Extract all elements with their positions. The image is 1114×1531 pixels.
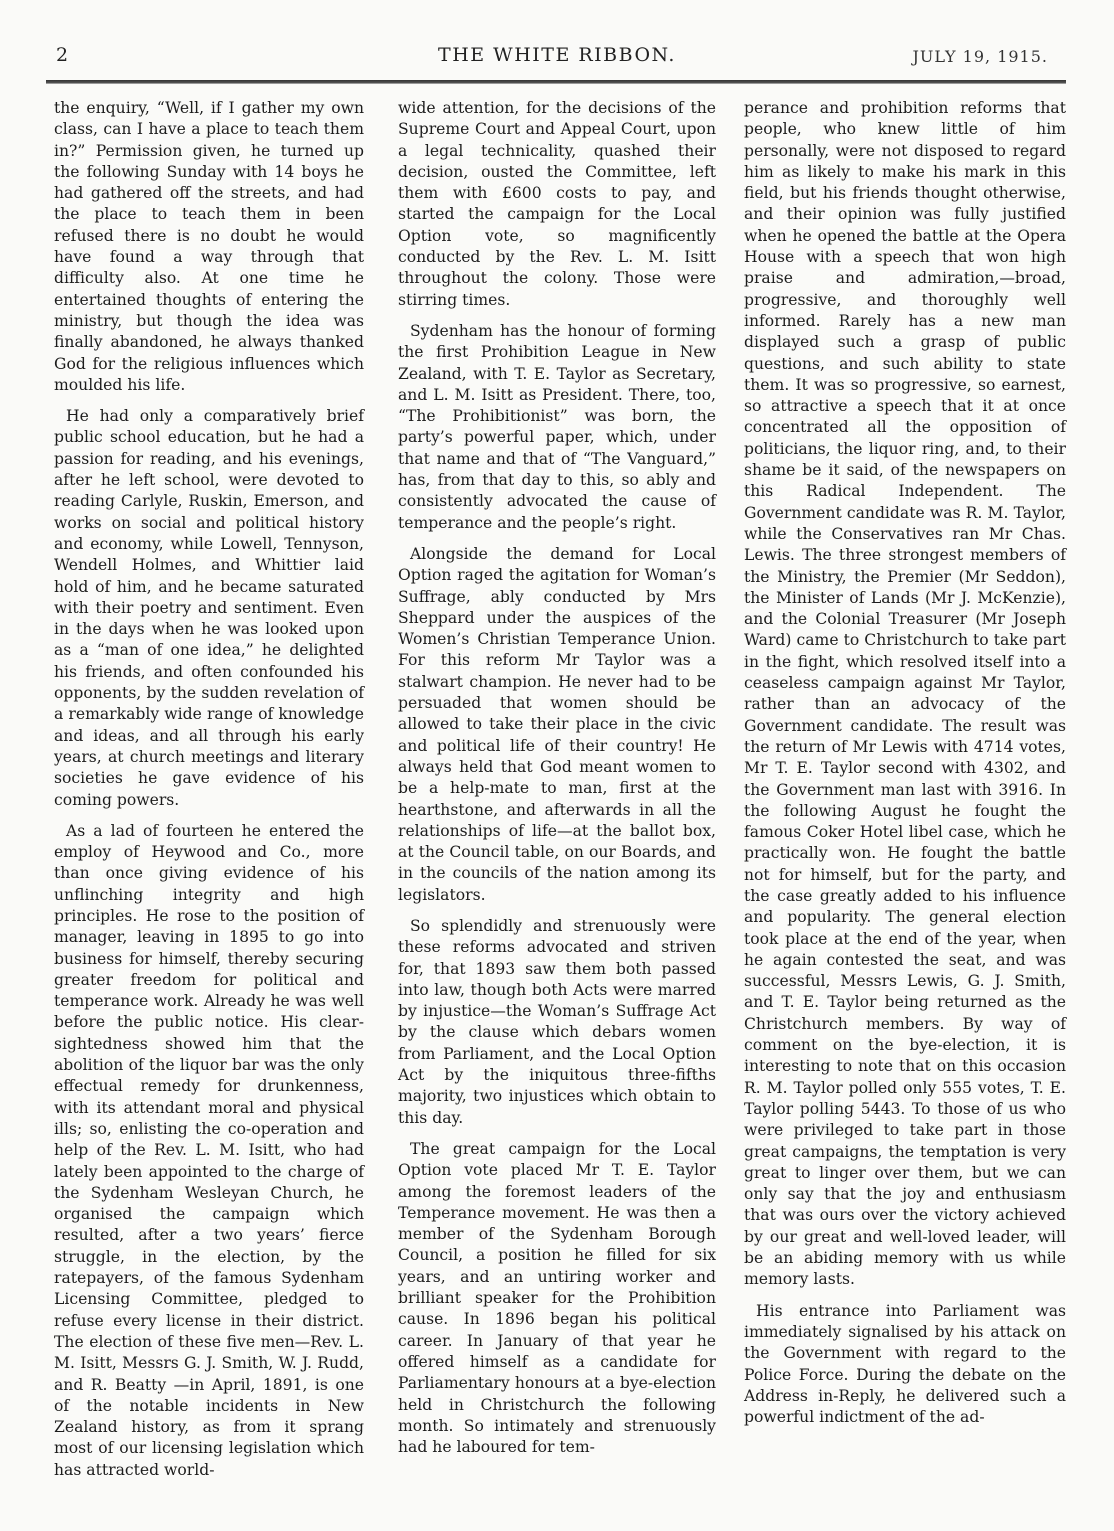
page-number: 2 [56,44,69,66]
column-3 [744,98,1066,1438]
paragraph: He had only a comparatively brief public school education, but he had a passion for reading, and his evenings, after he left school, were devoted to reading Carlyle, Ruskin, Emerson, and works on social and political history and economy, while Lowell, Tennyson, Wendell Holmes, and Whittier laid hold of him, and he became saturated with their poetry and sentiment. Even in the days when he was looked upon as a “man of one idea,” he delighted his friends, and often confounded his opponents, by the sudden revelation of a remarkably wide range of knowledge and ideas, and all through his early years, at church meetings and literary societies he gave evidence of his coming powers. [54,407,364,809]
paragraph: the enquiry, “Well, if I gather my own class, can I have a place to teach them in?” Permission given, he turned up the following Sunday with 14 boys he had gathered off the streets, and had the place to teach them in been refused there is no doubt he would have found a way through that difficulty also. At one time he entertained thoughts of entering the ministry, but though the idea was finally abandoned, he always thanked God for the religious influences which moulded his life. [54,99,364,394]
column-2 [398,98,716,1468]
paragraph: perance and prohibition reforms that people, who knew little of him personally, were not disposed to regard him as likely to make his mark in this field, but his friends thought otherwise, and their opinion was fully justified when he opened the battle at the Opera House with a speech that won high praise and admiration,—broad, progressive, and thoroughly well informed. Rarely has a new man displayed such a grasp of public questions, and such ability to state them. It was so progressive, so earnest, so attractive a speech that it at once concentrated all the opposition of politicians, the liquor ring, and, to their shame be it said, of the newspapers on this Radical Independent. The Government candidate was R. M. Taylor, while the Conservatives ran Mr Chas. Lewis. The three strongest members of the Ministry, the Premier (Mr Seddon), the Minister of Lands (Mr J. McKenzie), and the Colonial Treasurer (Mr Joseph Ward) came to Christchurch to take part in the fight, which resolved itself into a ceaseless campaign against Mr Taylor, rather than an advocacy of the Government candidate. The result was the return of Mr Lewis with 4714 votes, Mr T. E. Taylor second with 4302, and the Government man last with 3916. In the following August he fought the famous Coker Hotel libel case, which he practically won. He fought the battle not for himself, but for the party, and the case greatly added to his influence and popularity. The general election took place at the end of the year, when he again contested the seat, and was successful, Messrs Lewis, G. J. Smith, and T. E. Taylor being returned as the Christchurch members. By way of comment on the bye-election, it is interesting to note that on this occasion R. M. Taylor polled only 555 votes, T. E. Taylor polling 5443. To those of us who were privileged to take part in those great campaigns, the temptation is very great to linger over them, but we can only say that the joy and enthusiasm that was ours over the victory achieved by our great and well-loved leader, will be an abiding memory with us while memory lasts. [744,99,1066,1289]
paragraph: wide attention, for the decisions of the Supreme Court and Appeal Court, upon a legal technicality, quashed their decision, ousted the Committee, left them with £600 costs to pay, and started the campaign for the Local Option vote, so magnificently conducted by the Rev. L. M. Isitt throughout the colony. Those were stirring times. [398,99,716,309]
paragraph: Alongside the demand for Local Option raged the agitation for Woman’s Suffrage, ably conducted by Mrs Sheppard under the auspices of the Women’s Christian Temperance Union. For this reform Mr Taylor was a stalwart champion. He never had to be persuaded that women should be allowed to take their place in the civic and political life of their country! He always held that God meant women to be a help-mate to man, first at the hearthstone, and afterwards in all the relationships of life—at the ballot box, at the Council table, on our Boards, and in the councils of the nation among its legislators. [398,544,716,904]
header-rule [46,80,1066,84]
column-1 [54,98,364,1491]
paragraph: Sydenham has the honour of forming the first Prohibition League in New Zealand, with T. E. Taylor as Secretary, and L. M. Isitt as President. There, too, “The Prohibitionist” was born, the party’s powerful paper, which, under that name and that of “The Vanguard,” has, from that day to this, so ably and consistently advocated the cause of temperance and the people’s right. [398,321,716,532]
paragraph: As a lad of fourteen he entered the employ of Heywood and Co., more than once giving evidence of his unflinching integrity and high principles. He rose to the position of manager, leaving in 1895 to go into business for himself, thereby securing greater freedom for political and temperance work. Already he was well before the public notice. His clear-sightedness showed him that the abolition of the liquor bar was the only effectual remedy for drunkenness, with its attendant moral and physical ills; so, enlisting the co-operation and help of the Rev. L. M. Isitt, who had lately been appointed to the charge of the Sydenham Wesleyan Church, he organised the campaign which resulted, after a two years’ fierce struggle, in the election, by the ratepayers, of the famous Sydenham Licensing Committee, pledged to refuse every license in their district. The election of these five men—Rev. L. M. Isitt, Messrs G. J. Smith, W. J. Rudd, and R. Beatty —in April, 1891, is one of the notable incidents in New Zealand history, as from it sprang most of our licensing legislation which has attracted world- [54,821,364,1479]
page-header [0,0,1114,90]
paragraph: The great campaign for the Local Option vote placed Mr T. E. Taylor among the foremost leaders of the Temperance movement. He was then a member of the Sydenham Borough Council, a position he filled for six years, and an untiring worker and brilliant speaker for the Prohibition cause. In 1896 began his political career. In January of that year he offered himself as a candidate for Parliamentary honours at a bye-election held in Christchurch the following month. So intimately and strenuously had he laboured for tem- [398,1139,716,1457]
paragraph: So splendidly and strenuously were these reforms advocated and striven for, that 1893 saw them both passed into law, though both Acts were marred by injustice—the Woman’s Suffrage Act by the clause which debars women from Parliament, and the Local Option Act by the iniquitous three-fifths majority, two injustices which obtain to this day. [398,916,716,1127]
paragraph: His entrance into Parliament was immediately signalised by his attack on the Government with regard to the Police Force. During the debate on the Address in-Reply, he delivered such a powerful indictment of the ad- [744,1301,1066,1427]
masthead-title: THE WHITE RIBBON. [438,44,676,66]
issue-date: JULY 19, 1915. [912,47,1048,66]
